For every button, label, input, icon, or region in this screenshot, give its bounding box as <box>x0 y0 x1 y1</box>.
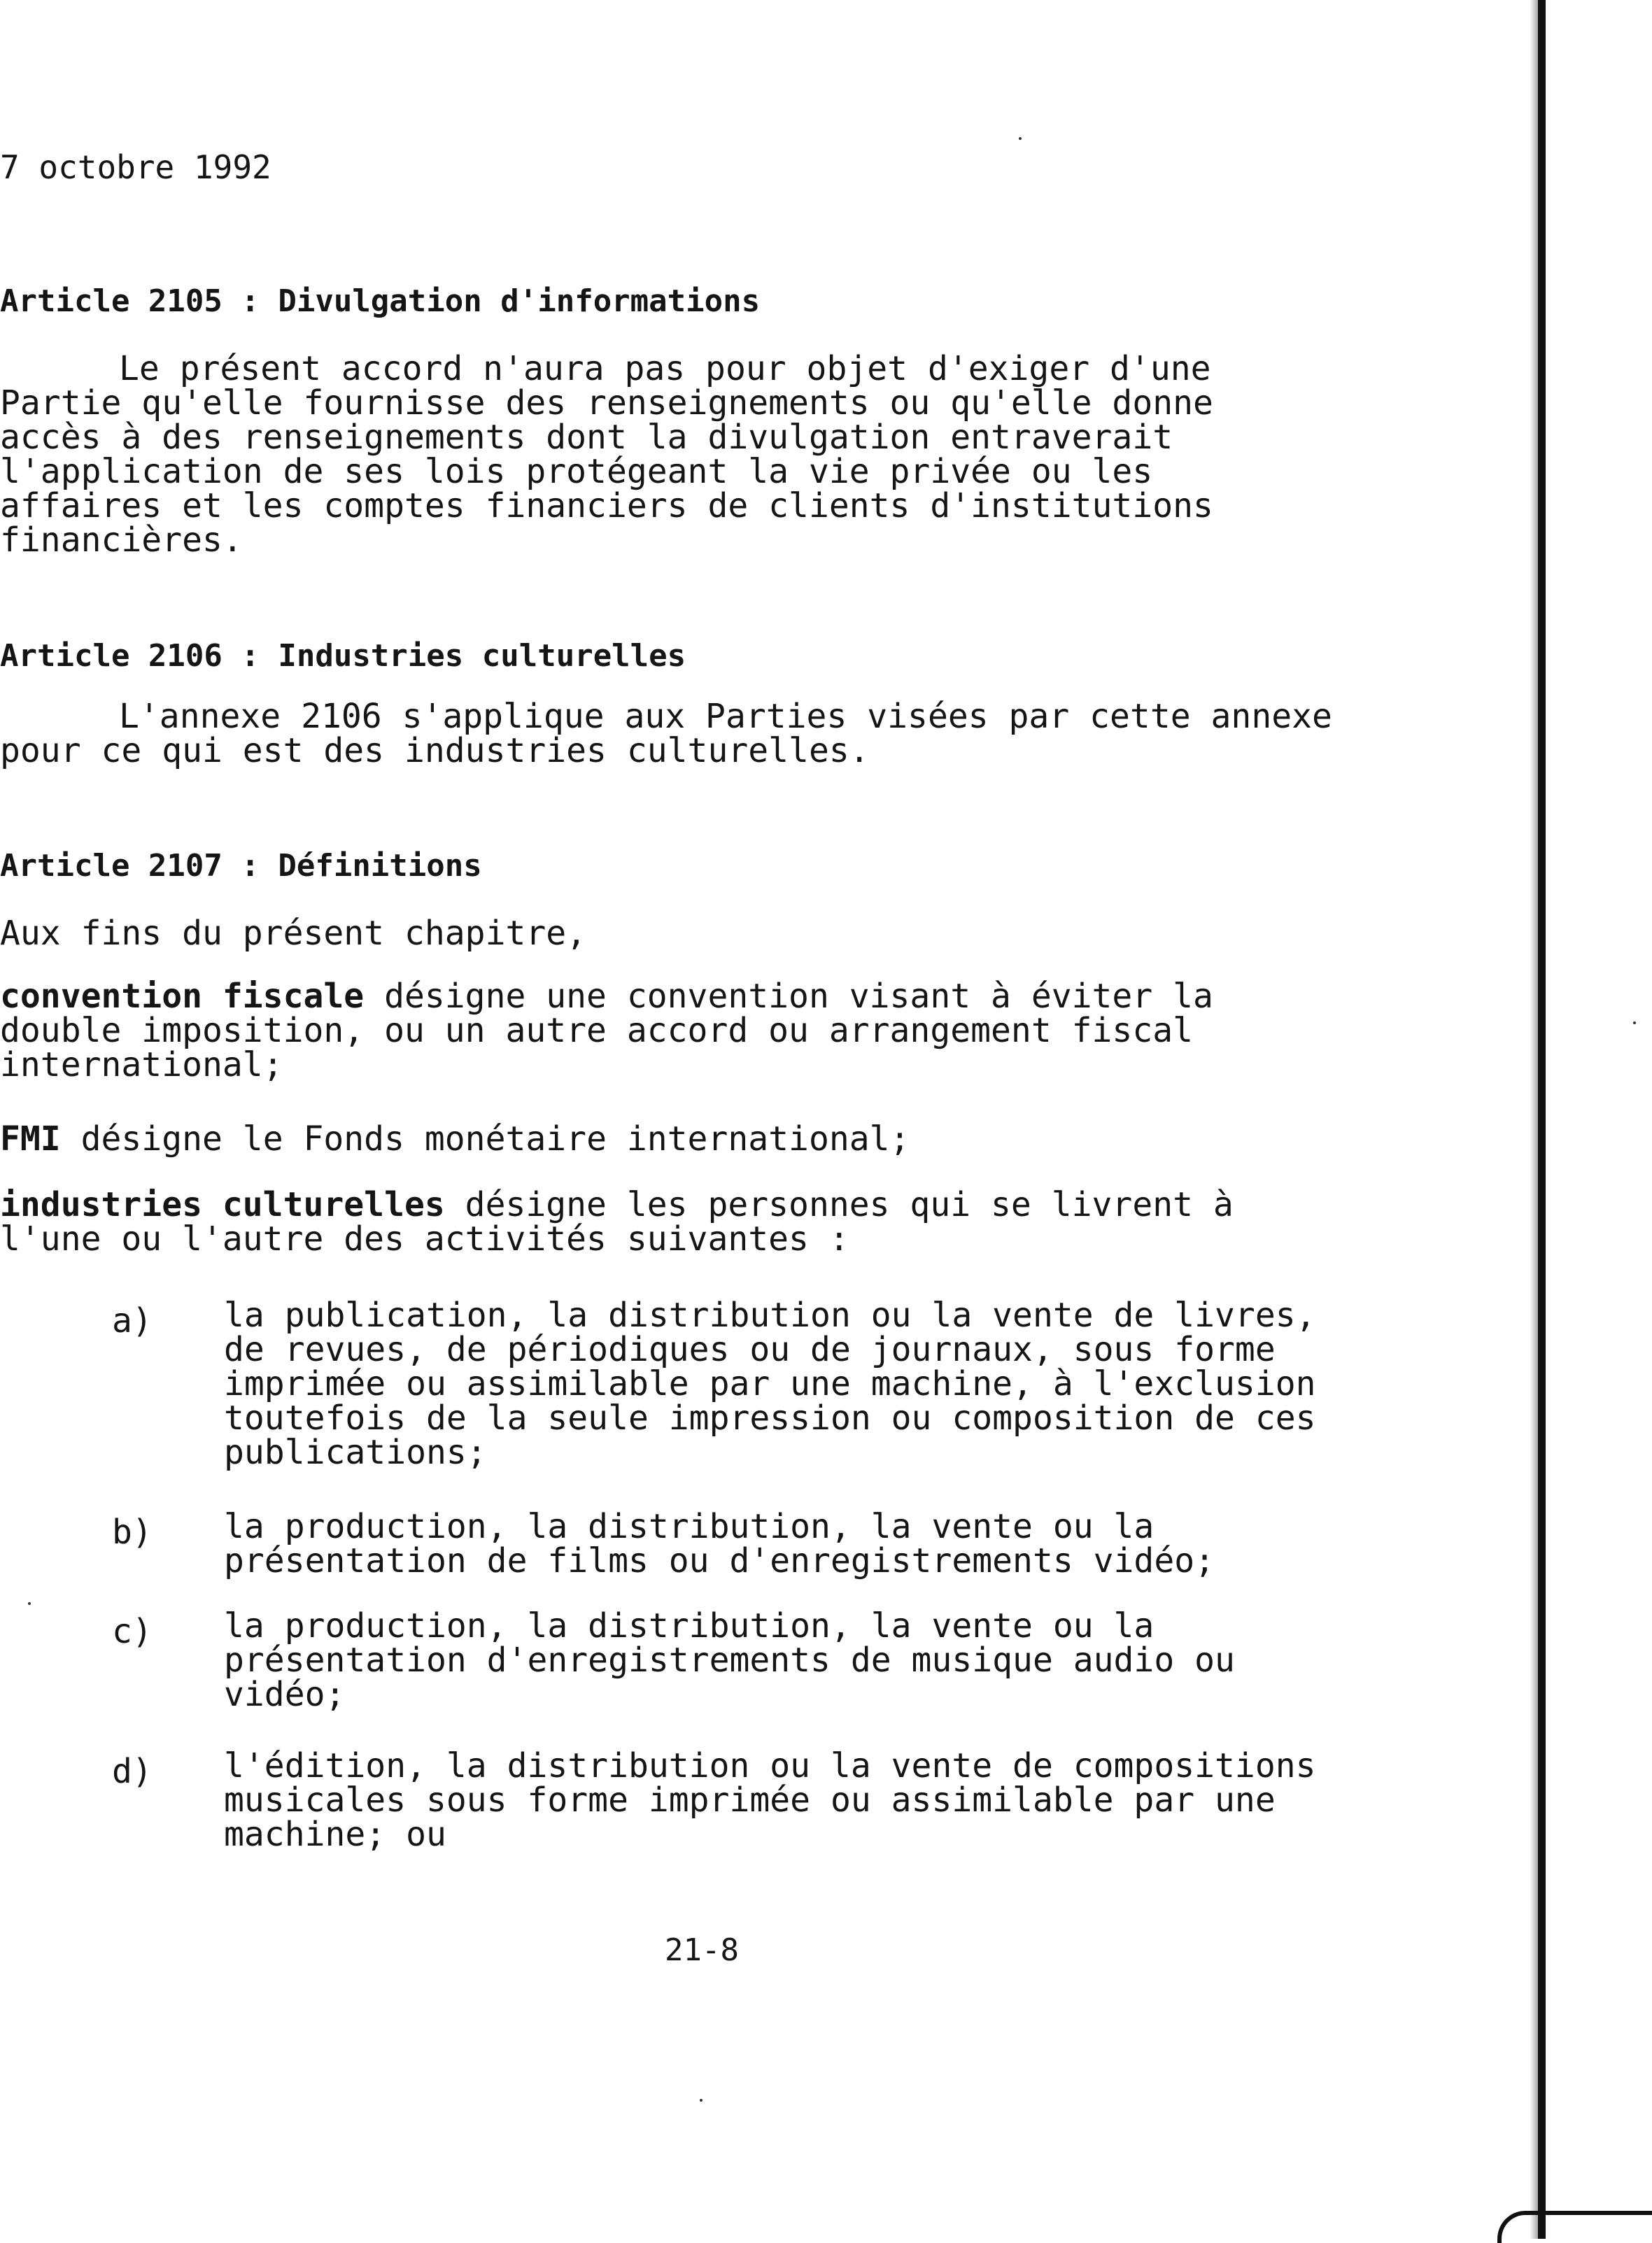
list-item-line: la production, la distribution, la vente ou la <box>224 1507 1155 1546</box>
article-2105-line: l'application de ses lois protégeant la vie privée ou les <box>0 452 1153 491</box>
list-item-line: l'édition, la distribution ou la vente de compositions <box>224 1746 1316 1785</box>
definition-first-line <box>0 1119 1371 1159</box>
list-item-line: la production, la distribution, la vente ou la <box>224 1606 1155 1646</box>
definition-term: FMI <box>0 1119 61 1159</box>
list-item-letter: d) <box>112 1752 153 1791</box>
document-date: 7 octobre 1992 <box>0 148 271 186</box>
article-2105-body <box>0 349 1371 560</box>
article-2106-heading: Article 2106 : Industries culturelles <box>0 638 686 674</box>
list-item-line: présentation de films ou d'enregistrements vidéo; <box>224 1541 1215 1580</box>
definition-text: désigne une convention visant à éviter la <box>364 977 1213 1016</box>
definition-convention-fiscale <box>0 979 1371 1082</box>
scan-edge-shadow <box>1530 0 1538 2239</box>
scan-speck <box>1633 1021 1636 1024</box>
scan-speck <box>1019 137 1022 140</box>
scan-binding-edge <box>1538 0 1546 2239</box>
list-item-line: musicales sous forme imprimée ou assimilable par une <box>224 1781 1276 1820</box>
article-2106-line: L'annexe 2106 s'applique aux Parties visées par cette annexe <box>119 697 1332 736</box>
article-2106-body <box>0 697 1371 770</box>
definition-line: l'une ou l'autre des activités suivantes : <box>0 1219 849 1259</box>
list-item-line: de revues, de périodiques ou de journaux, sous forme <box>224 1330 1276 1369</box>
scan-speck <box>28 1602 31 1605</box>
list-item-letter: c) <box>112 1612 153 1651</box>
scan-page-curl <box>1497 2211 1652 2243</box>
list-item-line: présentation d'enregistrements de musique audio ou <box>224 1641 1235 1680</box>
definition-text: désigne le Fonds monétaire international; <box>60 1119 910 1159</box>
definition-text: désigne les personnes qui se livrent à <box>444 1185 1234 1224</box>
list-item-letter: a) <box>112 1301 153 1340</box>
definition-term: industries culturelles <box>0 1185 445 1224</box>
list-item-text <box>224 1746 1385 1854</box>
scan-speck <box>700 2099 703 2102</box>
list-item-line: vidéo; <box>224 1675 346 1714</box>
definition-line: double imposition, ou un autre accord ou arrangement fiscal <box>0 1011 1194 1050</box>
article-2105-heading: Article 2105 : Divulgation d'informations <box>0 283 761 319</box>
definition-term: convention fiscale <box>0 977 365 1016</box>
article-2105-line: Le présent accord n'aura pas pour objet d'exiger d'une <box>119 349 1211 388</box>
page-number: 21-8 <box>665 1932 739 1968</box>
article-2105-line: affaires et les comptes financiers de clients d'institutions <box>0 486 1213 525</box>
list-item-line: la publication, la distribution ou la vente de livres, <box>224 1296 1316 1335</box>
article-2107-heading: Article 2107 : Définitions <box>0 848 482 884</box>
definition-line: international; <box>0 1045 283 1084</box>
list-item-line: machine; ou <box>224 1815 446 1854</box>
article-2107-intro: Aux fins du présent chapitre, <box>0 914 587 953</box>
definition-first-line <box>0 979 1371 1014</box>
article-2105-line: Partie qu'elle fournisse des renseignements ou qu'elle donne <box>0 383 1213 423</box>
article-2105-line: financières. <box>0 521 243 560</box>
article-2106-line: pour ce qui est des industries culturelles. <box>0 731 870 770</box>
list-item-line: toutefois de la seule impression ou composition de ces <box>224 1399 1316 1438</box>
list-item-line: publications; <box>224 1433 487 1472</box>
list-item-text <box>224 1606 1385 1714</box>
list-item-line: imprimée ou assimilable par une machine, à l'exclusion <box>224 1364 1316 1403</box>
definition-industries-culturelles <box>0 1185 1371 1259</box>
article-2105-line: accès à des renseignements dont la divulgation entraverait <box>0 418 1173 457</box>
list-item-text <box>224 1507 1385 1580</box>
list-item-letter: b) <box>112 1513 153 1552</box>
definition-fmi <box>0 1119 1371 1159</box>
list-item-text <box>224 1296 1385 1472</box>
definition-first-line <box>0 1185 1371 1224</box>
